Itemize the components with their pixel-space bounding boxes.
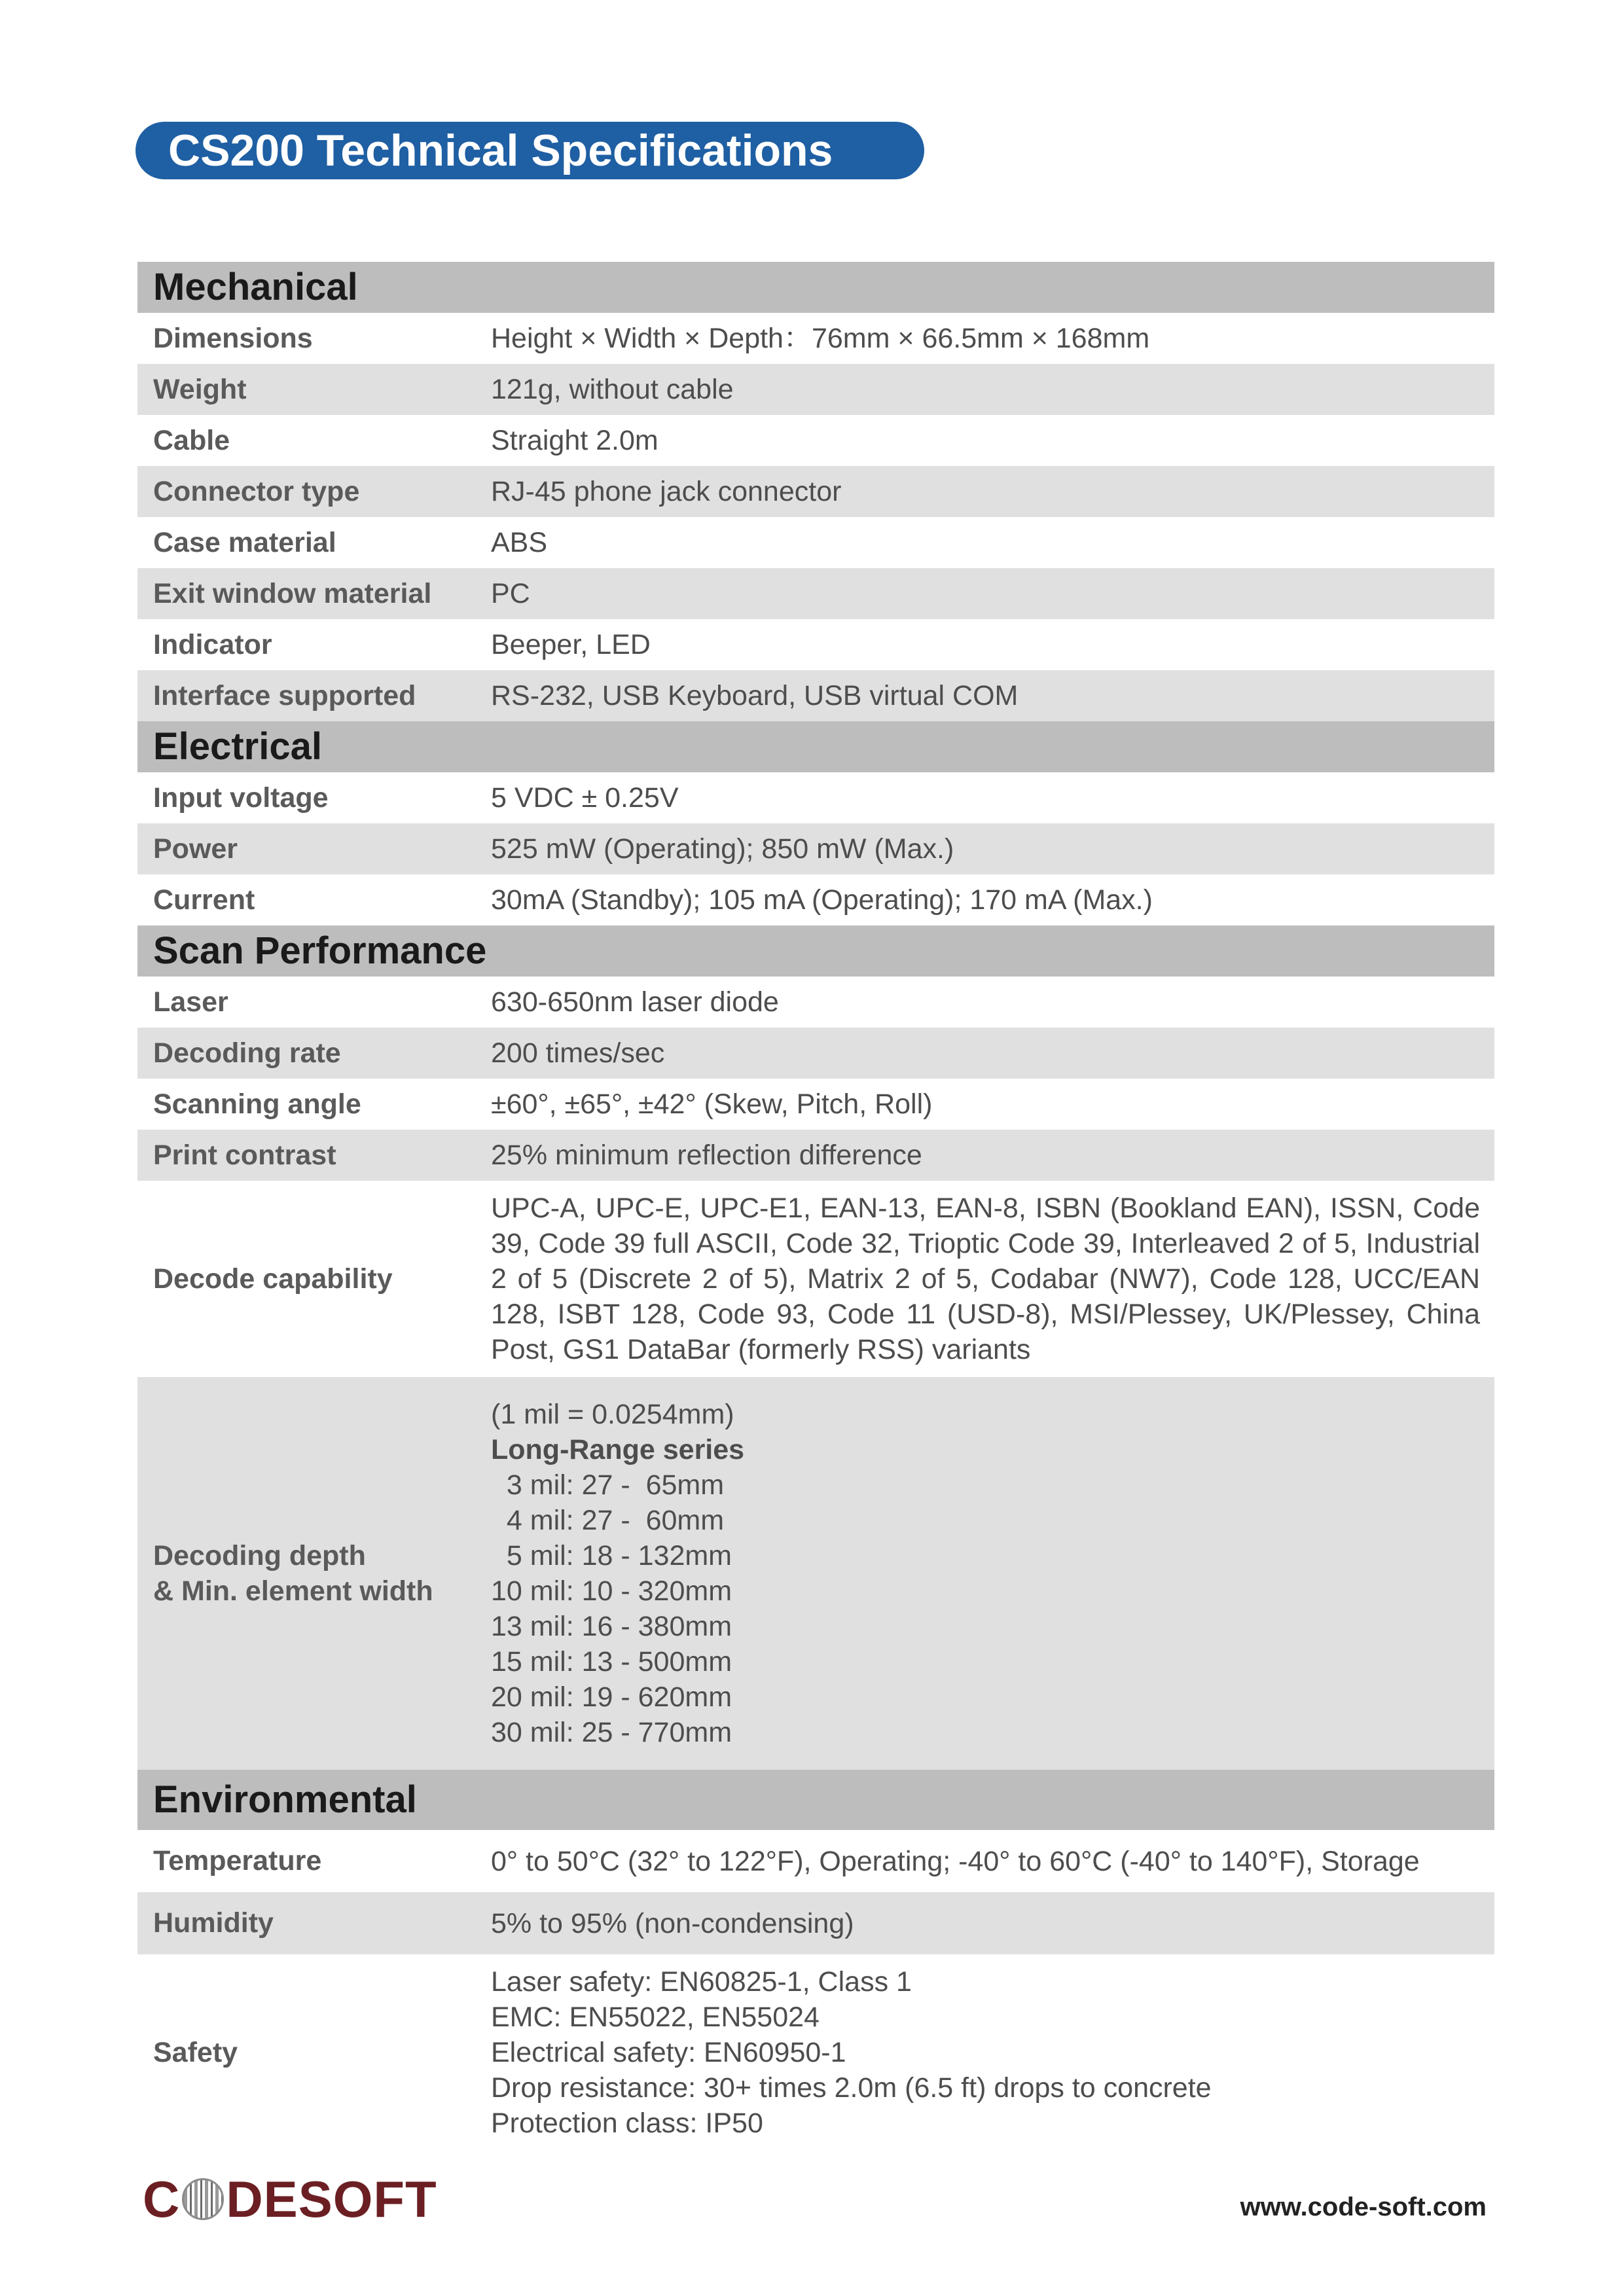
spec-label: Weight <box>153 373 247 405</box>
value-line: 3 mil: 27 - 65mm <box>491 1469 725 1501</box>
spec-row-input-voltage <box>137 772 1494 823</box>
spec-value: 630-650nm laser diode <box>491 986 779 1018</box>
spec-value: ±60°, ±65°, ±42° (Skew, Pitch, Roll) <box>491 1088 933 1120</box>
codesoft-logo <box>143 2170 437 2228</box>
spec-value <box>491 1397 1494 1750</box>
spec-row-current <box>137 874 1494 925</box>
spec-row-dimensions <box>137 313 1494 364</box>
spec-row-decode-capability <box>137 1181 1494 1377</box>
spec-label: Connector type <box>153 475 360 507</box>
spec-label: Safety <box>153 2036 238 2068</box>
value-line: Protection class: IP50 <box>491 2108 763 2139</box>
value-line: 15 mil: 13 - 500mm <box>491 1646 732 1677</box>
spec-row-decoding-depth <box>137 1377 1494 1770</box>
spec-label: Scanning angle <box>153 1088 361 1120</box>
page-title: CS200 Technical Specifications <box>135 122 924 179</box>
value-line-series-heading: Long-Range series <box>491 1434 745 1465</box>
spec-row-connector-type <box>137 466 1494 517</box>
spec-row-print-contrast <box>137 1130 1494 1181</box>
spec-row-laser <box>137 977 1494 1028</box>
spec-label: Decoding rate <box>153 1037 341 1069</box>
spec-row-decoding-rate <box>137 1028 1494 1079</box>
spec-value: ABS <box>491 527 548 558</box>
spec-row-interface-supported <box>137 670 1494 721</box>
value-line: 10 mil: 10 - 320mm <box>491 1575 732 1607</box>
spec-value: 5% to 95% (non-condensing) <box>491 1907 854 1939</box>
value-line: 20 mil: 19 - 620mm <box>491 1681 732 1713</box>
spec-row-case-material <box>137 517 1494 568</box>
spec-label: Input voltage <box>153 781 329 814</box>
value-line: (1 mil = 0.0254mm) <box>491 1399 734 1430</box>
spec-label: Exit window material <box>153 577 432 609</box>
value-line: 5 mil: 18 - 132mm <box>491 1540 732 1571</box>
value-line: Laser safety: EN60825-1, Class 1 <box>491 1966 912 1998</box>
spec-label: Laser <box>153 986 228 1018</box>
value-line: Electrical safety: EN60950-1 <box>491 2037 846 2068</box>
section-header-environmental: Environmental <box>137 1770 1494 1830</box>
spec-label: Dimensions <box>153 322 313 354</box>
spec-value: RJ-45 phone jack connector <box>491 476 842 507</box>
logo-text-left: C <box>143 2170 181 2228</box>
spec-label: Humidity <box>153 1907 274 1939</box>
spec-label: Print contrast <box>153 1139 336 1171</box>
logo-text-right: DESOFT <box>226 2170 437 2228</box>
spec-value: PC <box>491 578 530 609</box>
spec-value: Beeper, LED <box>491 629 651 660</box>
barcode-o-icon <box>182 2178 224 2220</box>
spec-label: Current <box>153 884 255 916</box>
spec-value: 0° to 50°C (32° to 122°F), Operating; -40° to 60°C (-40° to 140°F), Storage <box>491 1845 1420 1877</box>
spec-row-weight <box>137 364 1494 415</box>
spec-value: RS-232, USB Keyboard, USB virtual COM <box>491 680 1019 711</box>
spec-label: Decode capability <box>153 1263 393 1295</box>
spec-table <box>137 262 1494 2151</box>
spec-value: 525 mW (Operating); 850 mW (Max.) <box>491 833 954 865</box>
spec-row-power <box>137 823 1494 874</box>
value-line: EMC: EN55022, EN55024 <box>491 2001 820 2033</box>
spec-row-exit-window-material <box>137 568 1494 619</box>
spec-row-cable <box>137 415 1494 466</box>
spec-label: Indicator <box>153 628 272 660</box>
spec-row-indicator <box>137 619 1494 670</box>
spec-label: Power <box>153 833 238 865</box>
spec-row-temperature <box>137 1830 1494 1892</box>
label-line: & Min. element width <box>153 1575 433 1607</box>
value-line: 30 mil: 25 - 770mm <box>491 1717 732 1748</box>
spec-value: 5 VDC ± 0.25V <box>491 782 679 814</box>
spec-row-safety <box>137 1954 1494 2151</box>
spec-value: UPC-A, UPC-E, UPC-E1, EAN-13, EAN-8, ISBN (Bookland EAN), ISSN, Code 39, Code 39 full ASCII, Code 32, Trioptic Code 39, Interleaved 2 of 5, Industrial 2 of 5 (Discrete 2 of 5), Matrix 2 of 5, Codabar (NW7), Code 128, UCC/EAN 128, ISBT 128, Code 93, Code 11 (USD-8), MSI/Plessey, UK/Plessey, China Post, GS1 DataBar (formerly RSS) variants <box>491 1193 1480 1365</box>
spec-value <box>491 1964 1494 2141</box>
spec-label: Interface supported <box>153 679 416 711</box>
value-line: Drop resistance: 30+ times 2.0m (6.5 ft) drops to concrete <box>491 2072 1212 2104</box>
value-line: 13 mil: 16 - 380mm <box>491 1611 732 1642</box>
spec-value: Height × Width × Depth：76mm × 66.5mm × 168mm <box>491 323 1150 354</box>
spec-label <box>137 1538 491 1609</box>
spec-value: 121g, without cable <box>491 374 734 405</box>
spec-label: Cable <box>153 424 230 456</box>
website-url: www.code-soft.com <box>1240 2193 1487 2221</box>
spec-value: Straight 2.0m <box>491 425 659 456</box>
value-line: 4 mil: 27 - 60mm <box>491 1505 725 1536</box>
spec-value: 25% minimum reflection difference <box>491 1139 922 1171</box>
spec-row-humidity <box>137 1892 1494 1954</box>
spec-value: 30mA (Standby); 105 mA (Operating); 170 mA (Max.) <box>491 884 1153 916</box>
section-header-mechanical: Mechanical <box>137 262 1494 313</box>
spec-label: Temperature <box>153 1845 322 1876</box>
label-line: Decoding depth <box>153 1540 366 1571</box>
section-header-scan-performance: Scan Performance <box>137 925 1494 977</box>
spec-value: 200 times/sec <box>491 1037 665 1069</box>
section-header-electrical: Electrical <box>137 721 1494 772</box>
spec-row-scanning-angle <box>137 1079 1494 1130</box>
spec-label: Case material <box>153 526 336 558</box>
